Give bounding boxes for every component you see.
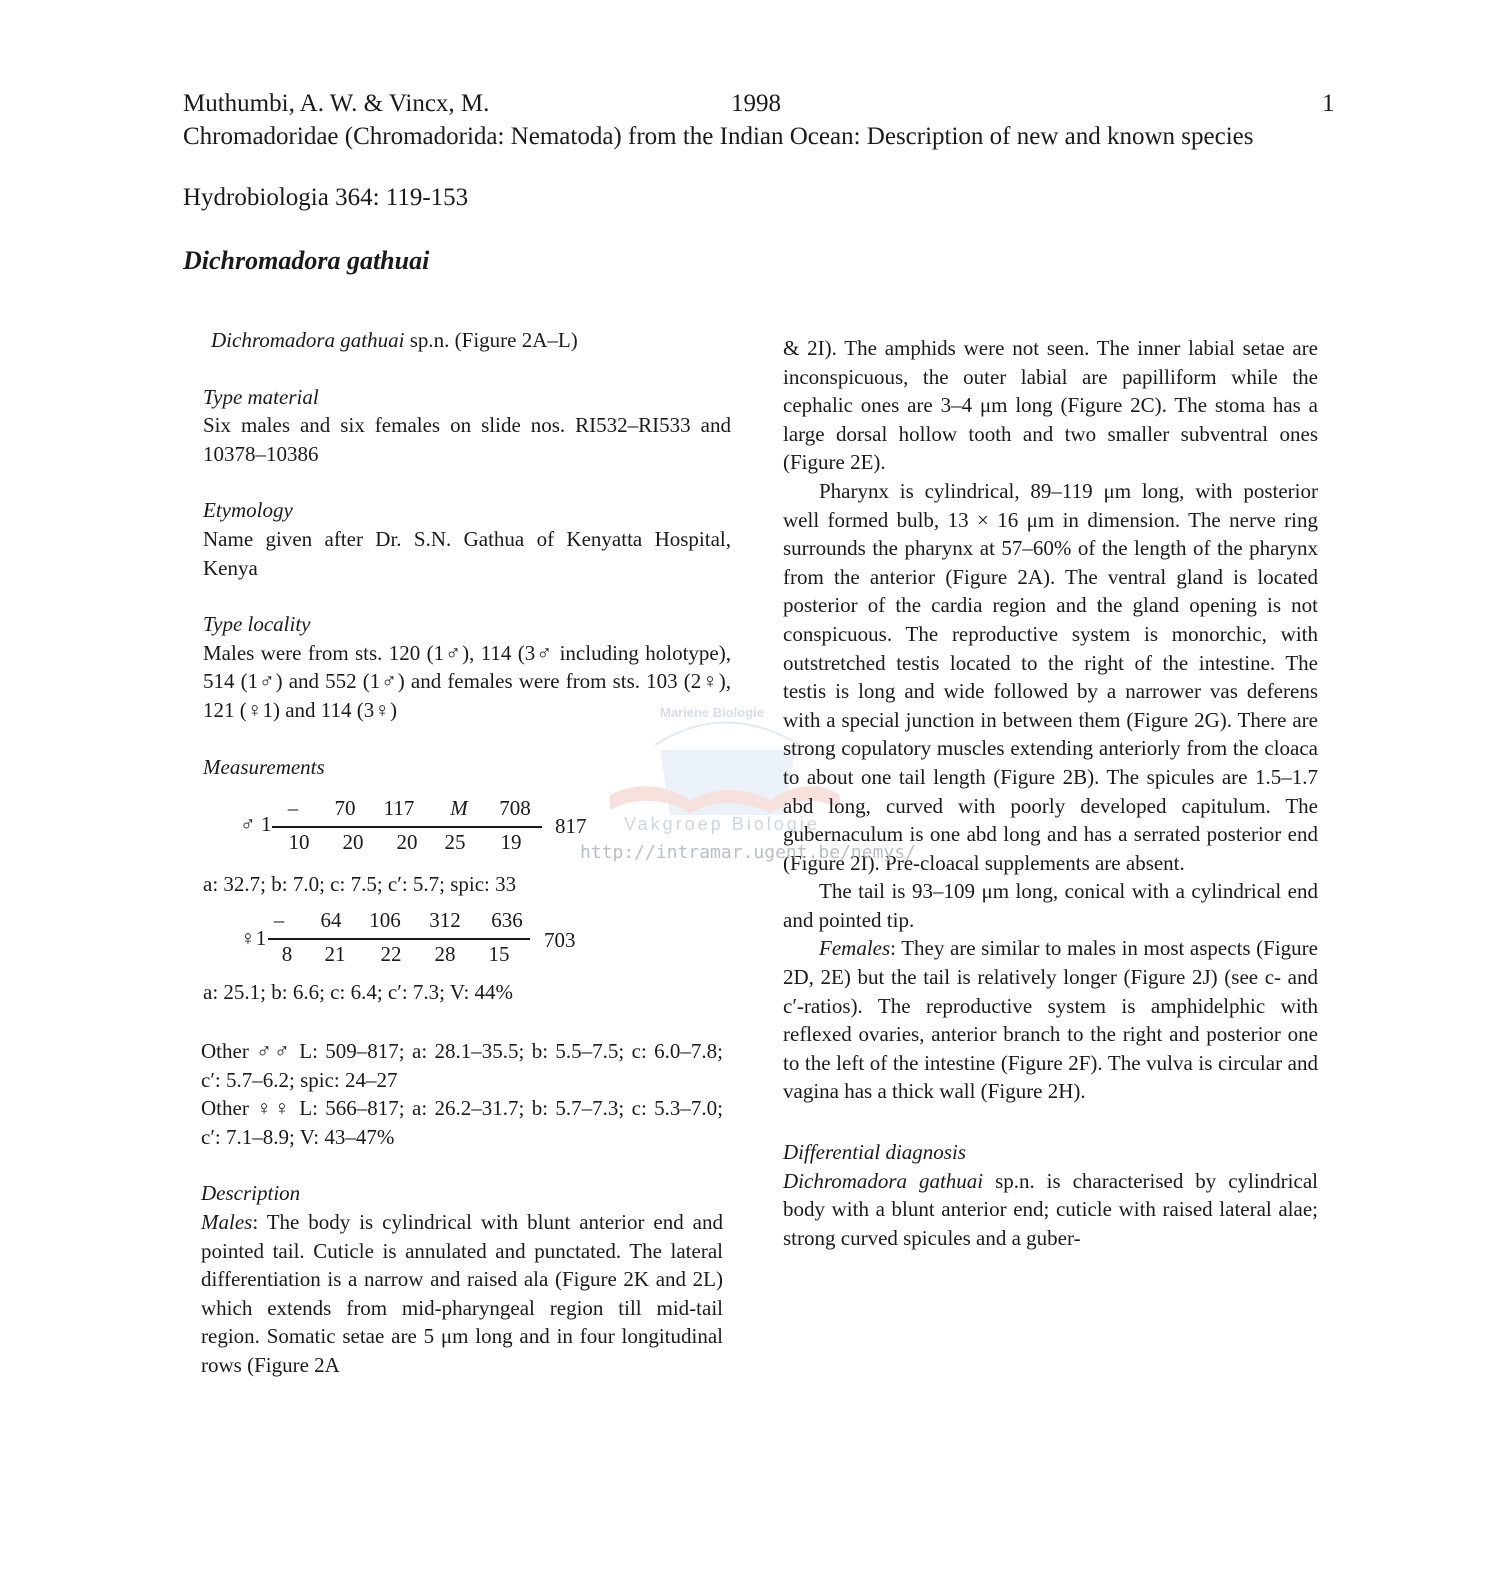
paper-title: Chromadoridae (Chromadorida: Nematoda) from the Indian Ocean: Description of new and known species [183,123,1254,150]
type-locality-heading: Type locality [203,612,311,637]
authors: Muthumbi, A. W. & Vincx, M. [183,90,490,117]
description-heading: Description [201,1181,301,1206]
differential-diagnosis-heading: Differential diagnosis [783,1140,966,1165]
male-bottom-1: 10 [288,830,310,854]
species-intro: Dichromadora gathuai sp.n. (Figure 2A–L) [211,328,578,352]
journal-reference: Hydrobiologia 364: 119-153 [183,184,469,211]
male-top-3: 117 [383,796,415,820]
differential-diagnosis-text: Dichromadora gathuai sp.n. is characterised by cylindrical body with a blunt anterior end; cuticle with raised lateral alae; strong curved spicules and a guber- [783,1168,1318,1250]
etymology-heading: Etymology [203,498,293,523]
female-top-1: – [273,908,285,932]
watermark-logo-text: Vakgroep Biologie [624,814,820,834]
pharynx-paragraph: Pharynx is cylindrical, 89–119 μm long, with posterior well formed bulb, 13 × 16 μm in dimension. The nerve ring surrounds the pharynx at 57–60% of the length of the pharynx from the anterior (Figure 2A). The ventral gland is located posterior of the cardia region and the gland opening is not conspicuous. The reproductive system is monorchic, with outstretched testis located to the right of the intestine. The testis is long and wide followed by a narrower vas deferens with a special junction in between them (Figure 2G). There are strong copulatory muscles extending anteriorly from the cloaca to about one tail length (Figure 2B). The spicules are 1.5–1.7 abd long, curved with poorly developed capitulum. The gubernaculum is one abd long and has a serrated posterior end (Figure 2I). Pre-cloacal supplements are absent. [783,478,1318,875]
female-total-length: 703 [544,928,576,952]
male-top-5: 708 [499,796,531,820]
year: 1998 [731,90,781,117]
male-top-2: 70 [334,796,356,820]
male-top-4: M [450,796,468,820]
left-column [203,326,731,781]
male-bottom-5: 19 [500,830,522,854]
type-material-text: Six males and six females on slide nos. RI532–RI533 and 10378–10386 [203,413,731,466]
female-top-3: 106 [369,908,401,932]
female-bottom-2: 21 [324,942,346,966]
other-measurements [201,1037,723,1380]
female-formula-label: ♀1 [240,926,267,950]
female-ratios: a: 25.1; b: 6.6; c: 6.4; c′: 7.3; V: 44% [203,980,514,1004]
male-ratios: a: 32.7; b: 7.0; c: 7.5; c′: 5.7; spic: 33 [203,872,517,896]
female-top-2: 64 [320,908,342,932]
female-bottom-5: 15 [488,942,510,966]
male-total-length: 817 [555,814,587,838]
right-column [783,334,1318,1252]
males-description: Males: The body is cylindrical with blunt anterior end and pointed tail. Cuticle is annulated and punctated. The lateral differentiation is a narrow and raised ala (Figure 2K and 2L) which extends from mid-pharyngeal region till mid-tail region. Somatic setae are 5 μm long and in four longitudinal rows (Figure 2A [201,1209,723,1377]
male-bottom-2: 20 [342,830,364,854]
measurements-heading: Measurements [203,754,325,779]
female-bottom-1: 8 [281,942,293,966]
type-material-heading: Type material [203,384,319,409]
watermark-url: http://intramar.ugent.be/nemys/ [580,842,916,863]
male-formula-label: ♂ 1 [240,812,272,836]
tail-paragraph: The tail is 93–109 μm long, conical with a cylindrical end and pointed tip. [783,879,1318,932]
male-formula [240,796,600,866]
female-bottom-3: 22 [380,942,402,966]
male-bottom-4: 25 [444,830,466,854]
other-males-text: Other ♂♂ L: 509–817; a: 28.1–35.5; b: 5.5–7.5; c: 6.0–7.8; c′: 5.7–6.2; spic: 24–27 [201,1039,723,1092]
female-fraction-line [268,938,530,940]
female-top-4: 312 [429,908,461,932]
male-top-1: – [287,796,299,820]
page-number: 1 [1322,90,1335,117]
species-heading: Dichromadora gathuai [183,246,430,275]
female-bottom-4: 28 [434,942,456,966]
etymology-text: Name given after Dr. S.N. Gathua of Kenyatta Hospital, Kenya [203,526,731,580]
other-females-text: Other ♀♀ L: 566–817; a: 26.2–31.7; b: 5.7–7.3; c: 5.3–7.0; c′: 7.1–8.9; V: 43–47% [201,1096,723,1149]
female-formula [240,908,600,978]
description-continued: & 2I). The amphids were not seen. The inner labial setae are inconspicuous, the outer labial are papilliform while the cephalic ones are 3–4 μm long (Figure 2C). The stoma has a large dorsal hollow tooth and two smaller subventral ones (Figure 2E). [783,336,1318,475]
type-locality-text: Males were from sts. 120 (1♂), 114 (3♂ including holotype), 514 (1♂) and 552 (1♂) and females were from sts. 103 (2♀), 121 (♀1) and 114 (3♀) [203,640,731,722]
watermark-arc-text: Mariene Biologie [660,705,765,720]
male-fraction-line [272,826,542,828]
females-paragraph: Females: They are similar to males in most aspects (Figure 2D, 2E) but the tail is relatively longer (Figure 2J) (see c- and c′-ratios). The reproductive system is amphidelphic with reflexed ovaries, anterior branch to the right and posterior one to the left of the intestine (Figure 2F). The vulva is circular and vagina has a thick wall (Figure 2H). [783,936,1318,1104]
male-bottom-3: 20 [396,830,418,854]
female-top-5: 636 [491,908,523,932]
